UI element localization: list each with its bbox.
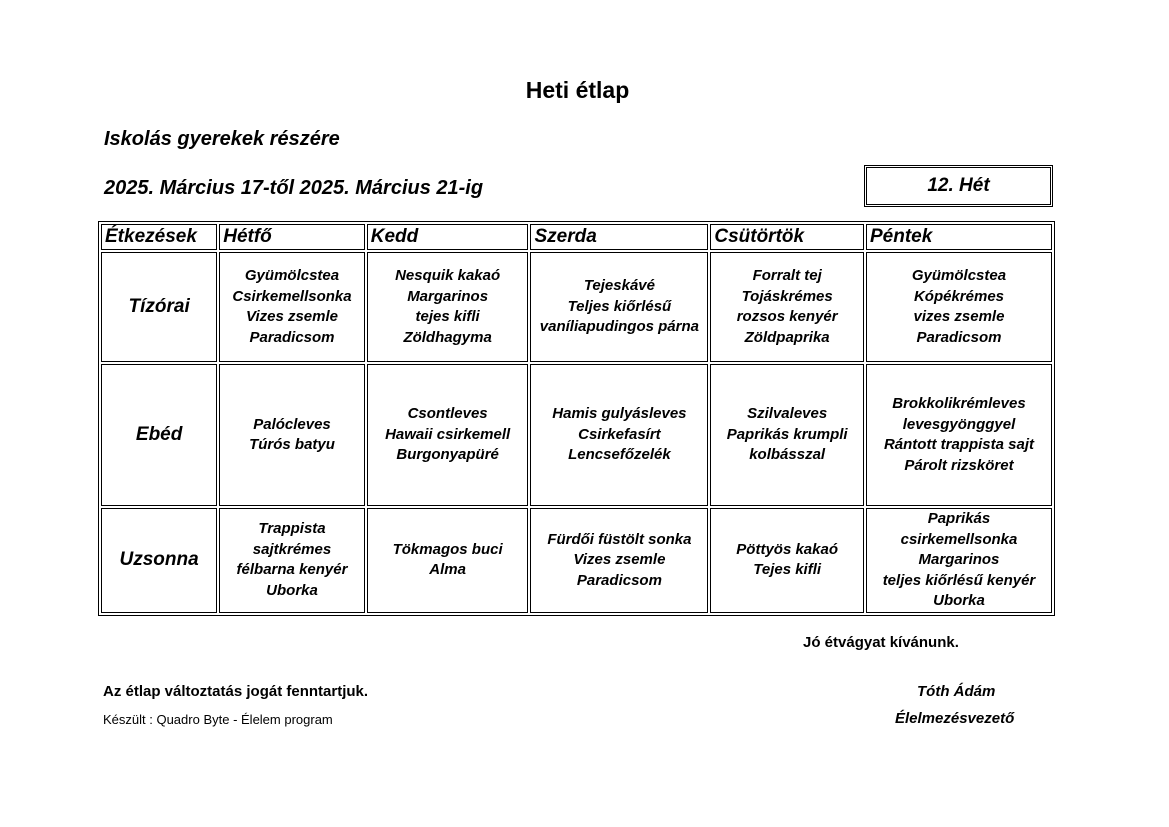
menu-cell-monday: [219, 252, 365, 362]
dish-line: Margarinos: [407, 287, 489, 305]
dish-line: Paradicsom: [916, 328, 1002, 346]
dish-line: Paradicsom: [249, 328, 335, 346]
dish-line: Vizes zsemle: [246, 308, 338, 325]
signer-name: Tóth Ádám: [917, 683, 996, 700]
header-friday: Péntek: [866, 224, 1052, 250]
dish-line: Uborka: [266, 581, 318, 599]
dish-line: Fürdői füstölt sonka: [547, 530, 692, 548]
menu-cell-friday: [866, 252, 1052, 362]
dish-line: Lencsefőzelék: [568, 446, 671, 464]
menu-cell-friday: [866, 508, 1052, 613]
dish-line: vaníliapudingos párna: [539, 318, 699, 336]
menu-cell-monday: [219, 364, 365, 506]
menu-cell-tuesday: [367, 364, 529, 506]
dish-line: Trappista: [258, 520, 326, 538]
dish-line: Teljes kiőrlésű: [567, 297, 672, 315]
dish-line: vizes zsemle: [913, 308, 1005, 325]
software-credit: Készült : Quadro Byte - Élelem program: [103, 712, 333, 727]
dish-line: Párolt rizsköret: [904, 456, 1014, 474]
table-header-row: [101, 224, 1052, 250]
dish-line: Paprikás krumpli: [726, 425, 848, 443]
dish-line: Hamis gulyásleves: [552, 405, 687, 423]
menu-cell-thursday: [710, 364, 864, 506]
dish-line: Uborka: [933, 592, 985, 609]
dish-line: félbarna kenyér: [236, 561, 348, 579]
dish-line: tejes kifli: [415, 308, 480, 325]
table-row: [101, 252, 1052, 362]
dish-line: Tökmagos buci: [392, 540, 503, 558]
date-range: 2025. Március 17-től 2025. Március 21-ig: [104, 177, 484, 199]
weekly-menu-table: [98, 221, 1055, 616]
dish-line: Gyümölcstea: [911, 267, 1007, 284]
dish-line: Nesquik kakaó: [395, 267, 501, 284]
dish-line: teljes kiőrlésű kenyér: [882, 571, 1036, 589]
dish-line: Palócleves: [253, 415, 331, 433]
header-meals: Étkezések: [101, 224, 217, 250]
meal-name-cell: Ebéd: [101, 364, 217, 506]
dish-line: Hawaii csirkemell: [385, 425, 511, 443]
menu-cell-thursday: [710, 508, 864, 613]
menu-cell-thursday: [710, 252, 864, 362]
meal-name-cell: Tízórai: [101, 252, 217, 362]
dish-line: Kópékrémes: [913, 287, 1004, 305]
dish-line: Tejeskávé: [583, 277, 655, 295]
header-tuesday: Kedd: [367, 224, 529, 250]
header-monday: Hétfő: [219, 224, 365, 250]
menu-cell-friday: [866, 364, 1052, 506]
dish-line: Alma: [429, 561, 466, 579]
dish-line: sajtkrémes: [252, 540, 332, 558]
dish-line: Tojáskrémes: [741, 287, 833, 305]
menu-cell-tuesday: [367, 252, 529, 362]
dish-line: Zöldpaprika: [744, 328, 830, 346]
meal-name-cell: Uzsonna: [101, 508, 217, 613]
dish-line: Csirkemellsonka: [232, 287, 352, 305]
dish-line: Vizes zsemle: [573, 551, 666, 568]
dish-line: Csontleves: [407, 405, 488, 423]
dish-line: Burgonyapüré: [396, 446, 499, 464]
target-group-subtitle: Iskolás gyerekek részére: [104, 128, 340, 150]
bon-appetit-text: Jó étvágyat kívánunk.: [803, 634, 959, 651]
menu-cell-tuesday: [367, 508, 529, 613]
dish-line: levesgyönggyel: [902, 415, 1016, 433]
dish-line: Túrós batyu: [249, 436, 335, 453]
page-title: Heti étlap: [525, 77, 630, 103]
dish-line: Paprikás: [927, 510, 991, 527]
dish-line: Csirkefasírt: [578, 425, 661, 443]
dish-line: Zöldhagyma: [403, 328, 492, 346]
menu-cell-wednesday: [530, 252, 708, 362]
dish-line: kolbásszal: [749, 446, 826, 464]
dish-line: Forralt tej: [752, 267, 822, 284]
rights-reserved-note: Az étlap változtatás jogát fenntartjuk.: [103, 683, 369, 700]
table-row: [101, 364, 1052, 506]
week-label: 12. Hét: [927, 175, 990, 196]
dish-line: Margarinos: [918, 551, 1000, 568]
dish-line: Tejes kifli: [753, 561, 822, 579]
dish-line: Paradicsom: [576, 571, 662, 589]
dish-line: csirkemellsonka: [900, 530, 1018, 548]
dish-line: rozsos kenyér: [736, 308, 838, 325]
header-wednesday: Szerda: [530, 224, 708, 250]
table-row: [101, 508, 1052, 613]
dish-line: Szilvaleves: [747, 405, 828, 423]
dish-line: Rántott trappista sajt: [883, 436, 1034, 453]
header-thursday: Csütörtök: [710, 224, 864, 250]
menu-cell-wednesday: [530, 508, 708, 613]
dish-line: Pöttyös kakaó: [736, 540, 839, 558]
week-number-box: [864, 165, 1053, 207]
dish-line: Brokkolikrémleves: [892, 395, 1026, 412]
menu-cell-wednesday: [530, 364, 708, 506]
signer-role: Élelmezésvezető: [895, 710, 1015, 727]
menu-cell-monday: [219, 508, 365, 613]
dish-line: Gyümölcstea: [244, 267, 340, 284]
